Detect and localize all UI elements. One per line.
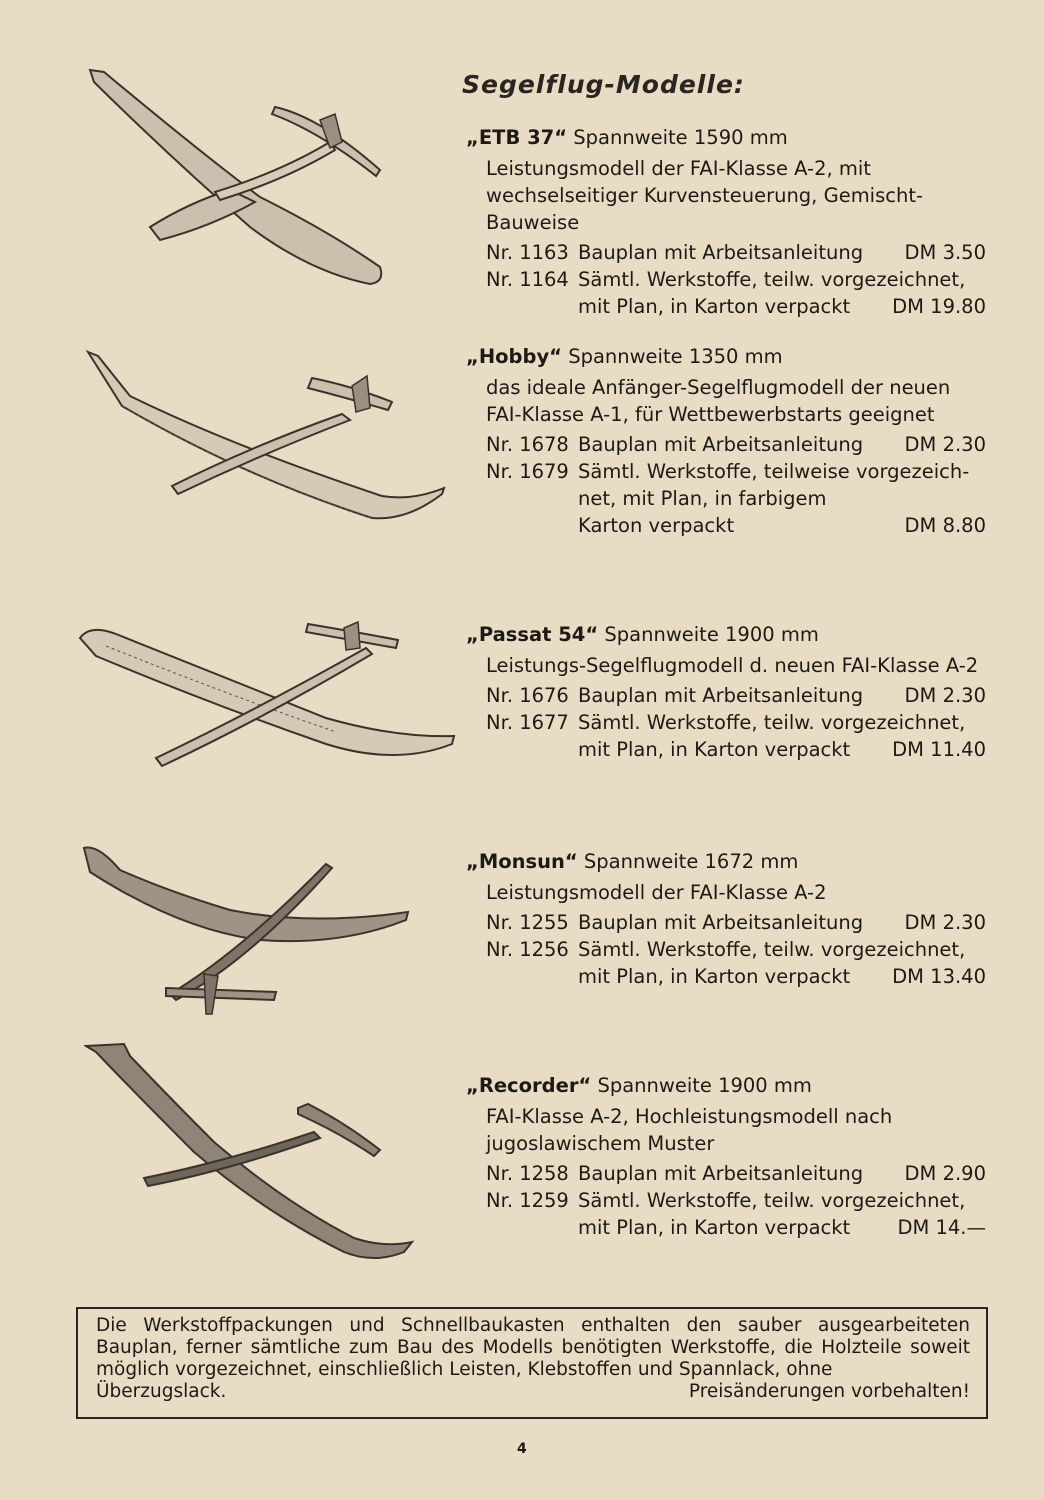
article-number: Nr. 1259: [486, 1189, 569, 1212]
order-row-continuation: [466, 963, 986, 990]
article-price: DM 2.30: [904, 911, 986, 934]
model-entry-passat54: [466, 621, 986, 763]
order-row: [466, 709, 986, 736]
model-entry-etb37: [466, 124, 986, 320]
article-number: Nr. 1676: [486, 684, 569, 707]
order-row: [466, 909, 986, 936]
article-price: DM 19.80: [892, 295, 986, 318]
article-number: Nr. 1256: [486, 938, 569, 961]
article-number: Nr. 1255: [486, 911, 569, 934]
model-description: das ideale Anfänger-Segelflugmodell der neuen FAI-Klasse A-1, für Wettbewerbstarts geeignet: [486, 376, 951, 426]
article-number: Nr. 1679: [486, 460, 569, 483]
model-name: „Recorder“: [466, 1074, 592, 1097]
article-price: DM 3.50: [904, 241, 986, 264]
order-row: [466, 1187, 986, 1214]
order-row: [466, 682, 986, 709]
model-span: Spannweite 1900 mm: [604, 623, 819, 646]
model-heading: [466, 124, 986, 151]
article-text: Sämtl. Werkstoffe, teilw. vorgezeichnet,: [578, 711, 966, 734]
article-price: DM 8.80: [904, 514, 986, 537]
model-heading: [466, 1072, 986, 1099]
etb37-glider-illustration: [80, 62, 400, 302]
model-span: Spannweite 1590 mm: [573, 126, 788, 149]
model-description: FAI-Klasse A-2, Hochleistungsmodell nach jugoslawischem Muster: [486, 1105, 893, 1155]
article-price: DM 11.40: [892, 738, 986, 761]
order-row-continuation: [466, 293, 986, 320]
order-row-continuation: [466, 485, 986, 539]
article-price: DM 2.90: [904, 1162, 986, 1185]
passat54-glider-illustration: [76, 618, 460, 778]
model-span: Spannweite 1350 mm: [568, 345, 783, 368]
notice-box: [76, 1307, 988, 1419]
model-entry-hobby: [466, 343, 986, 539]
page-number: 4: [517, 1441, 527, 1457]
model-heading: [466, 848, 986, 875]
article-text: Bauplan mit Arbeitsanleitung: [578, 911, 864, 934]
model-name: „Monsun“: [466, 850, 578, 873]
article-text-continued: mit Plan, in Karton verpackt: [578, 295, 851, 318]
notice-last-line: [96, 1381, 970, 1403]
article-price: DM 14.—: [897, 1216, 986, 1239]
article-text-continued: mit Plan, in Karton verpackt: [578, 965, 851, 988]
page-title: Segelflug-Modelle:: [462, 70, 745, 99]
article-text: Bauplan mit Arbeitsanleitung: [578, 684, 864, 707]
order-row: [466, 266, 986, 293]
article-text: Sämtl. Werkstoffe, teilw. vorgezeichnet,: [578, 268, 966, 291]
article-number: Nr. 1164: [486, 268, 569, 291]
article-text-continued: mit Plan, in Karton verpackt: [578, 738, 851, 761]
model-entry-monsun: [466, 848, 986, 990]
article-text: Sämtl. Werkstoffe, teilw. vorgezeichnet,: [578, 1189, 966, 1212]
model-entry-recorder: [466, 1072, 986, 1241]
article-text-continued: mit Plan, in Karton verpackt: [578, 1216, 851, 1239]
article-text: Sämtl. Werkstoffe, teilw. vorgezeichnet,: [578, 938, 966, 961]
model-description: Leistungsmodell der FAI-Klasse A-2, mit wechselseitiger Kurvensteuerung, Gemischt-Bauweise: [486, 157, 924, 234]
model-name: „Hobby“: [466, 345, 562, 368]
model-heading: [466, 343, 986, 370]
article-price: DM 13.40: [892, 965, 986, 988]
article-text-continued: net, mit Plan, in farbigem Karton verpackt: [578, 487, 827, 537]
recorder-glider-illustration: [84, 1042, 414, 1262]
article-text: Bauplan mit Arbeitsanleitung: [578, 1162, 864, 1185]
article-number: Nr. 1163: [486, 241, 569, 264]
monsun-glider-illustration: [80, 842, 414, 1017]
model-description: Leistungsmodell der FAI-Klasse A-2: [486, 881, 827, 904]
order-row-continuation: [466, 1214, 986, 1241]
hobby-glider-illustration: [82, 346, 452, 536]
article-number: Nr. 1258: [486, 1162, 569, 1185]
article-text: Bauplan mit Arbeitsanleitung: [578, 241, 864, 264]
article-text: Sämtl. Werkstoffe, teilweise vorgezeich-: [578, 460, 970, 483]
order-row: [466, 431, 986, 458]
article-number: Nr. 1677: [486, 711, 569, 734]
notice-last-word: Überzugslack.: [96, 1381, 227, 1402]
order-row-continuation: [466, 736, 986, 763]
model-name: „Passat 54“: [466, 623, 599, 646]
model-description: Leistungs-Segelflugmodell d. neuen FAI-Klasse A-2: [486, 654, 979, 677]
model-heading: [466, 621, 986, 648]
article-price: DM 2.30: [904, 684, 986, 707]
order-row: [466, 239, 986, 266]
order-row: [466, 1160, 986, 1187]
notice-text: Die Werkstoffpackungen und Schnellbaukasten enthalten den sauber ausgearbeiteten Bauplan, ferner sämtliche zum Bau des Modells benötigten Werkstoffe, die Holzteile soweit möglich vorgezeichnet, einschließlich Leisten, Klebstoffen und Spannlack, ohne: [96, 1315, 970, 1380]
model-span: Spannweite 1900 mm: [597, 1074, 812, 1097]
model-span: Spannweite 1672 mm: [583, 850, 799, 873]
article-text: Bauplan mit Arbeitsanleitung: [578, 433, 864, 456]
model-name: „ETB 37“: [466, 126, 568, 149]
order-row: [466, 936, 986, 963]
article-price: DM 2.30: [904, 433, 986, 456]
order-row: [466, 458, 986, 485]
price-disclaimer: Preisänderungen vorbehalten!: [688, 1381, 970, 1402]
article-number: Nr. 1678: [486, 433, 569, 456]
